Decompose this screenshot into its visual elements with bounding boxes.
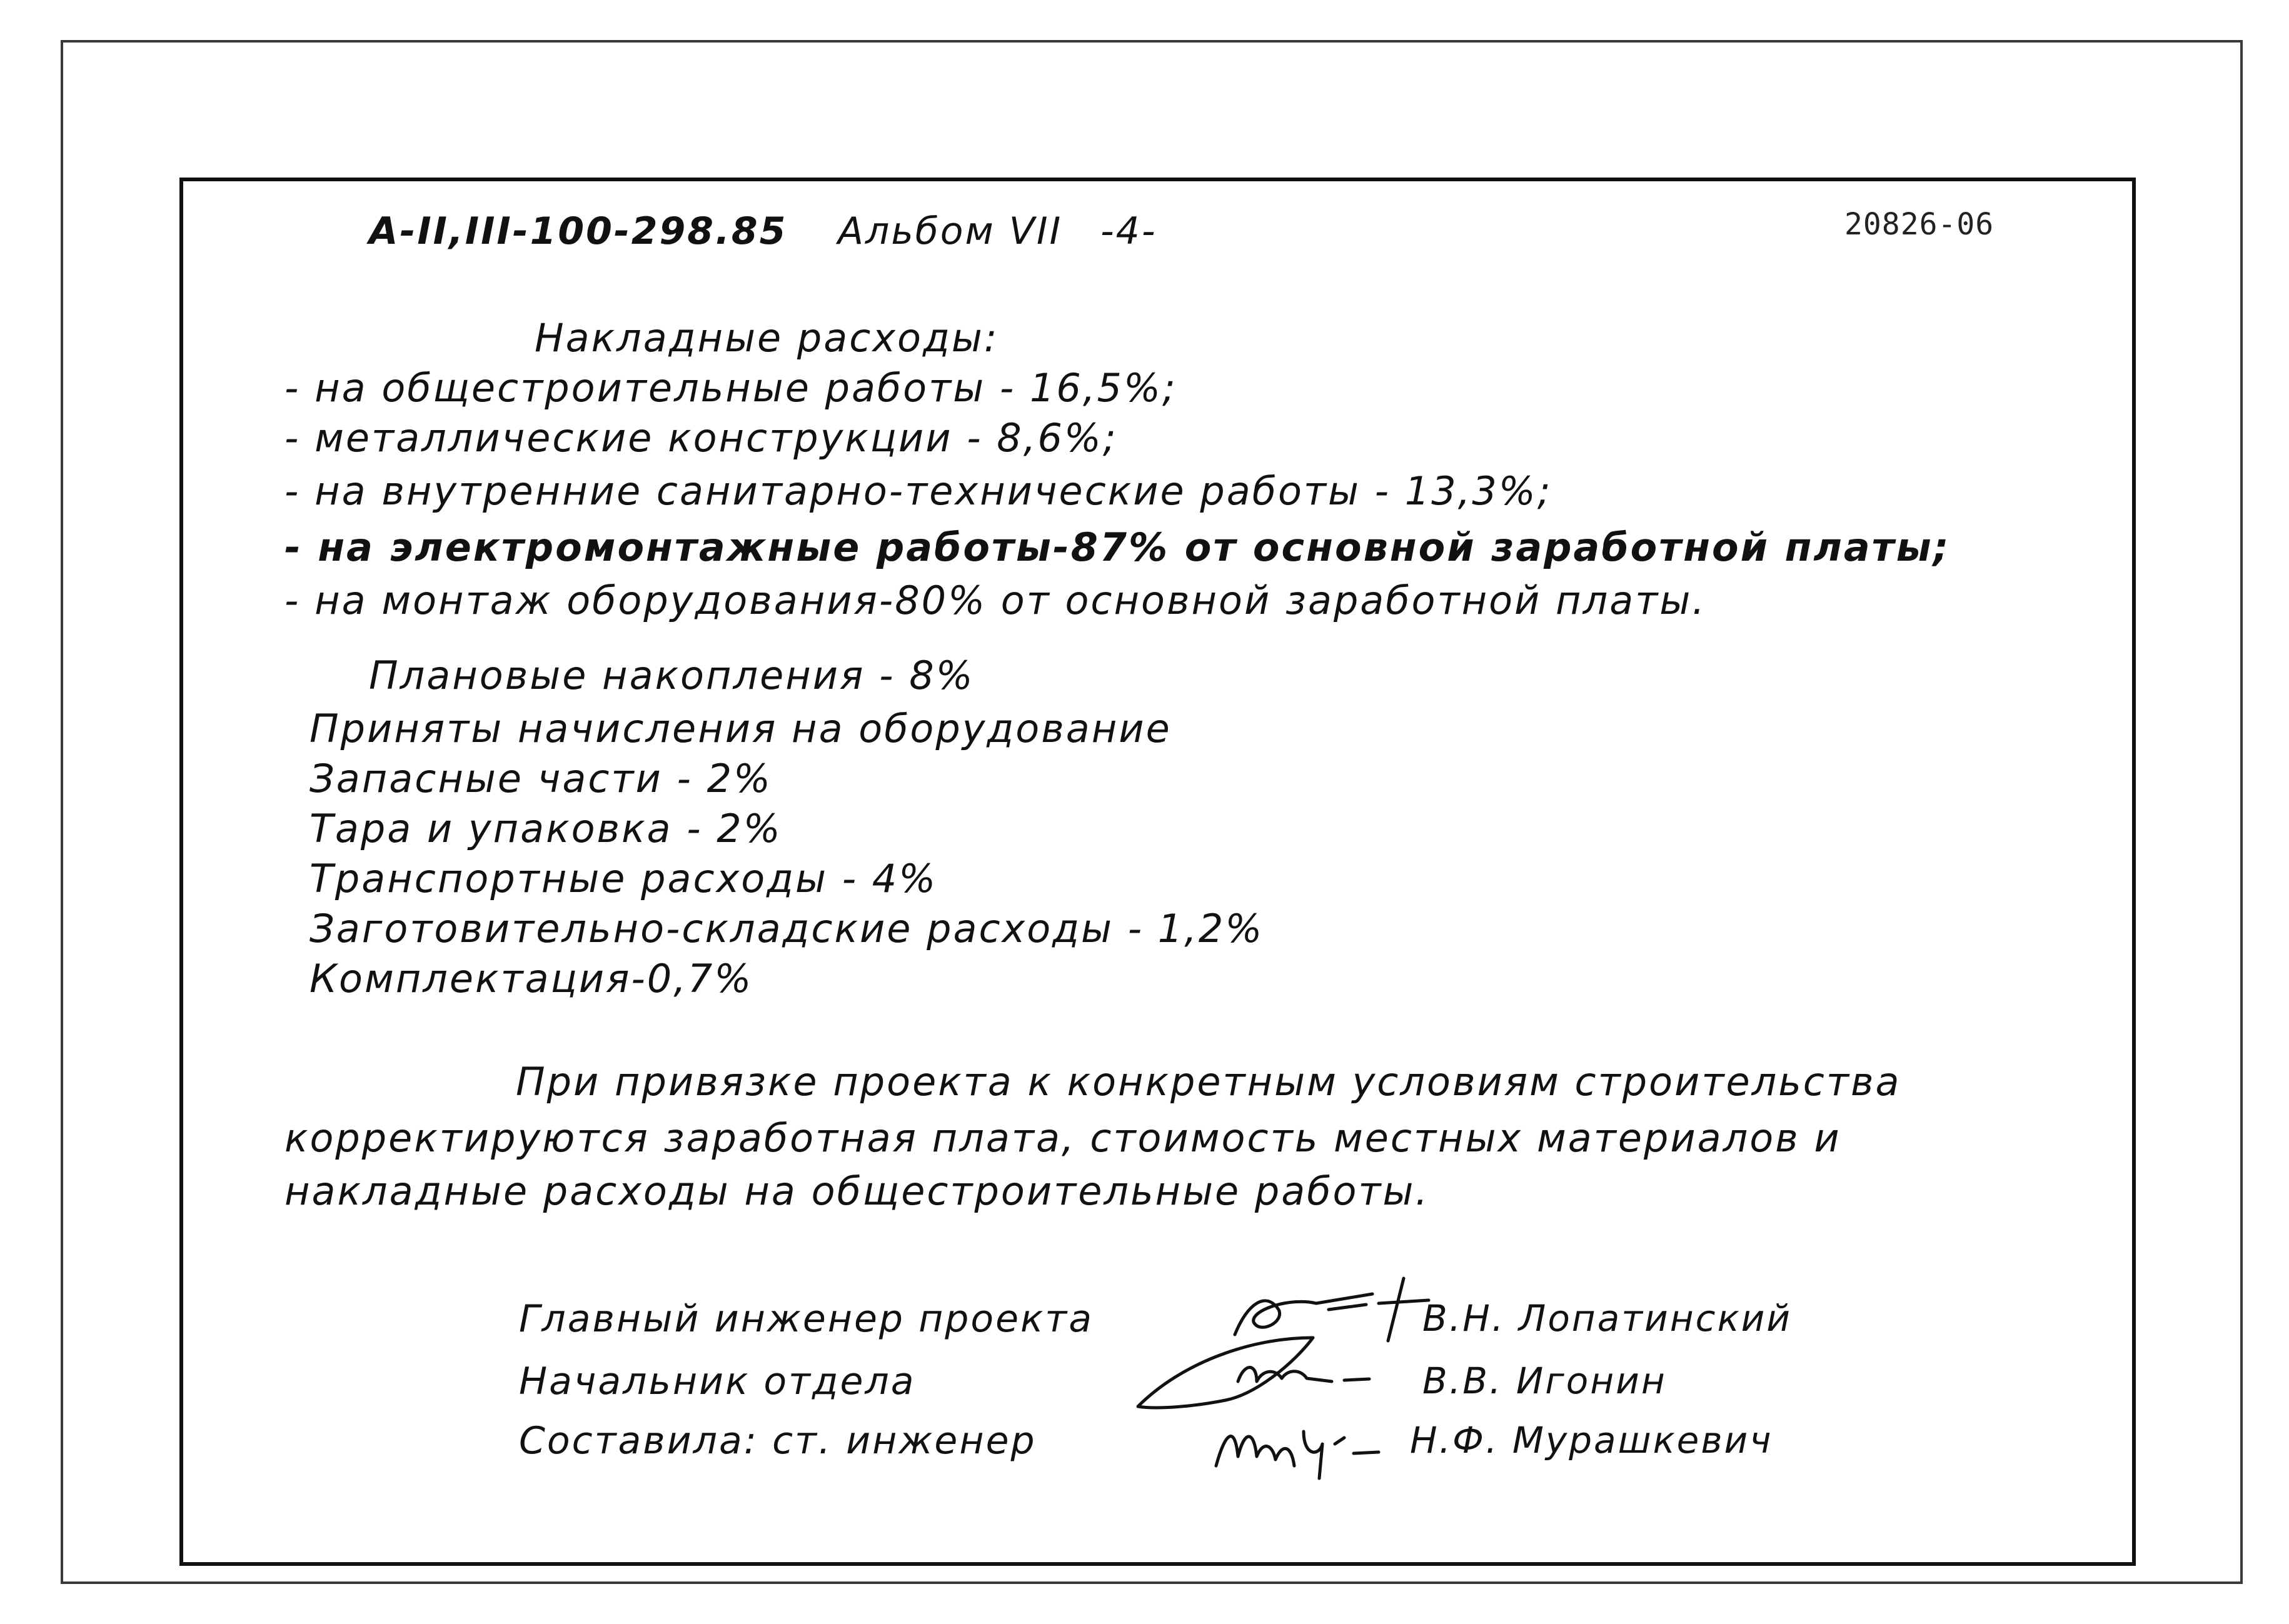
planned-line: Приняты начисления на оборудование xyxy=(309,706,1172,751)
signature-scribble-3 xyxy=(1210,1406,1397,1481)
planned-line: Заготовительно-складские расходы - 1,2% xyxy=(309,906,1264,951)
page-number: -4- xyxy=(1100,209,1157,253)
overheads-title: Накладные расходы: xyxy=(535,315,999,361)
document-number: 20826-06 xyxy=(1844,207,1995,242)
overheads-item: - на общестроительные работы - 16,5%; xyxy=(284,365,1177,411)
signature-name: В.В. Игонин xyxy=(1422,1360,1667,1402)
overheads-item: - металлические конструкции - 8,6%; xyxy=(284,415,1118,461)
signature-title: Главный инженер проекта xyxy=(519,1297,1094,1341)
note-line: корректируются заработная плата, стоимость местных материалов и xyxy=(284,1115,1841,1161)
album-label: Альбом VII xyxy=(838,209,1063,253)
document-code: А-II,III-100-298.85 xyxy=(369,209,788,253)
planned-line: Тара и упаковка - 2% xyxy=(309,806,782,851)
planned-title: Плановые накопления - 8% xyxy=(369,653,975,698)
overheads-item: - на внутренние санитарно-технические работы - 13,3%; xyxy=(284,468,1552,514)
signature-title: Начальник отдела xyxy=(519,1360,916,1403)
overheads-item: - на монтаж оборудования-80% от основной заработной платы. xyxy=(284,578,1706,623)
signature-name: В.Н. Лопатинский xyxy=(1422,1297,1792,1340)
signature-title: Составила: ст. инженер xyxy=(519,1419,1037,1463)
note-line: При привязке проекта к конкретным условиям строительства xyxy=(516,1059,1901,1105)
planned-line: Транспортные расходы - 4% xyxy=(309,856,938,901)
signature-scribble-2 xyxy=(1132,1325,1413,1419)
planned-line: Запасные части - 2% xyxy=(309,756,772,801)
overheads-item: - на электромонтажные работы-87% от основной заработной платы; xyxy=(284,524,1951,570)
note-line: накладные расходы на общестроительные работы. xyxy=(284,1168,1430,1214)
signature-name: Н.Ф. Мурашкевич xyxy=(1410,1419,1773,1461)
planned-line: Комплектация-0,7% xyxy=(309,956,753,1001)
